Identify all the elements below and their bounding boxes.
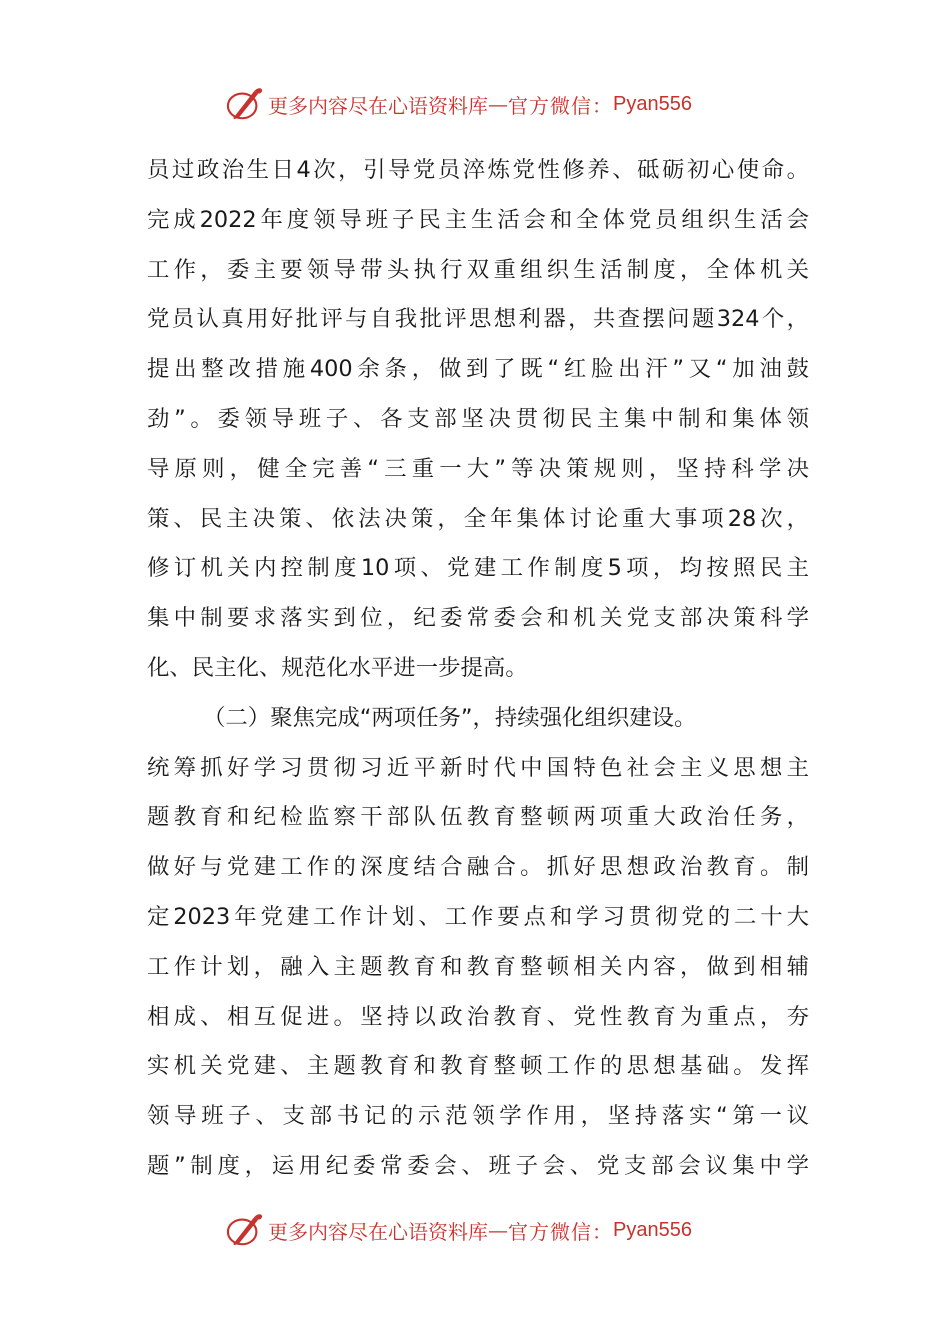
- text-line: 定2023年党建工作计划、工作要点和学习贯彻党的二十大: [147, 903, 809, 930]
- banner-wechat-label: 官方微信：: [508, 1219, 613, 1244]
- banner-dash: —: [488, 92, 508, 116]
- text-line: 化、民主化、规范化水平进一步提高。: [147, 654, 528, 681]
- text-line: 党员认真用好批评与自我批评思想利器，共查摆问题324个，: [147, 306, 809, 333]
- text-line: 题教育和纪检监察干部队伍教育整顿两项重大政治任务，: [147, 804, 809, 831]
- text-line: 工作，委主要领导带头执行双重组织生活制度，全体机关: [147, 256, 809, 283]
- banner-wechat-id: Pyan556: [613, 92, 692, 115]
- text-line: 员过政治生日4次，引导党员淬炼党性修养、砥砺初心使命。: [147, 157, 809, 183]
- header-banner: [226, 84, 746, 124]
- banner-main-text: 更多内容尽在心语资料库: [268, 1219, 488, 1244]
- text-line: 统筹抓好学习贯彻习近平新时代中国特色社会主义思想主: [147, 754, 809, 781]
- footer-banner: [226, 1210, 746, 1250]
- banner-main-text: 更多内容尽在心语资料库: [268, 93, 488, 118]
- banner-wechat-id: Pyan556: [613, 1218, 692, 1241]
- text-line: 策、民主决策、依法决策，全年集体讨论重大事项28次，: [147, 505, 809, 532]
- text-line: 集中制要求落实到位，纪委常委会和机关党支部决策科学: [147, 605, 809, 632]
- text-line: 修订机关内控制度10项、党建工作制度5项，均按照民主: [147, 555, 809, 582]
- banner-dash: —: [488, 1218, 508, 1242]
- text-line: 相成、相互促进。坚持以政治教育、党性教育为重点，夯: [147, 1003, 809, 1030]
- text-line: 劲”。委领导班子、各支部坚决贯彻民主集中制和集体领: [147, 405, 809, 432]
- quill-pen-logo-icon: [226, 1211, 264, 1249]
- body-text: [147, 146, 809, 1192]
- text-line: 工作计划，融入主题教育和教育整顿相关内容，做到相辅: [147, 953, 809, 980]
- text-line: 领导班子、支部书记的示范领学作用，坚持落实“第一议: [147, 1103, 809, 1130]
- quill-pen-logo-icon: [226, 85, 264, 123]
- text-line: 实机关党建、主题教育和教育整顿工作的思想基础。发挥: [147, 1053, 809, 1080]
- text-line: 完成2022年度领导班子民主生活会和全体党员组织生活会: [147, 206, 809, 233]
- section-heading: （二）聚焦完成“两项任务”，持续强化组织建设。: [203, 704, 697, 731]
- text-line: 导原则，健全完善“三重一大”等决策规则，坚持科学决: [147, 455, 809, 482]
- text-line: 做好与党建工作的深度结合融合。抓好思想政治教育。制: [147, 854, 809, 881]
- text-line: 提出整改措施400余条，做到了既“红脸出汗”又“加油鼓: [147, 356, 809, 383]
- text-line: 题”制度，运用纪委常委会、班子会、党支部会议集中学: [147, 1152, 809, 1179]
- banner-wechat-label: 官方微信：: [508, 93, 613, 118]
